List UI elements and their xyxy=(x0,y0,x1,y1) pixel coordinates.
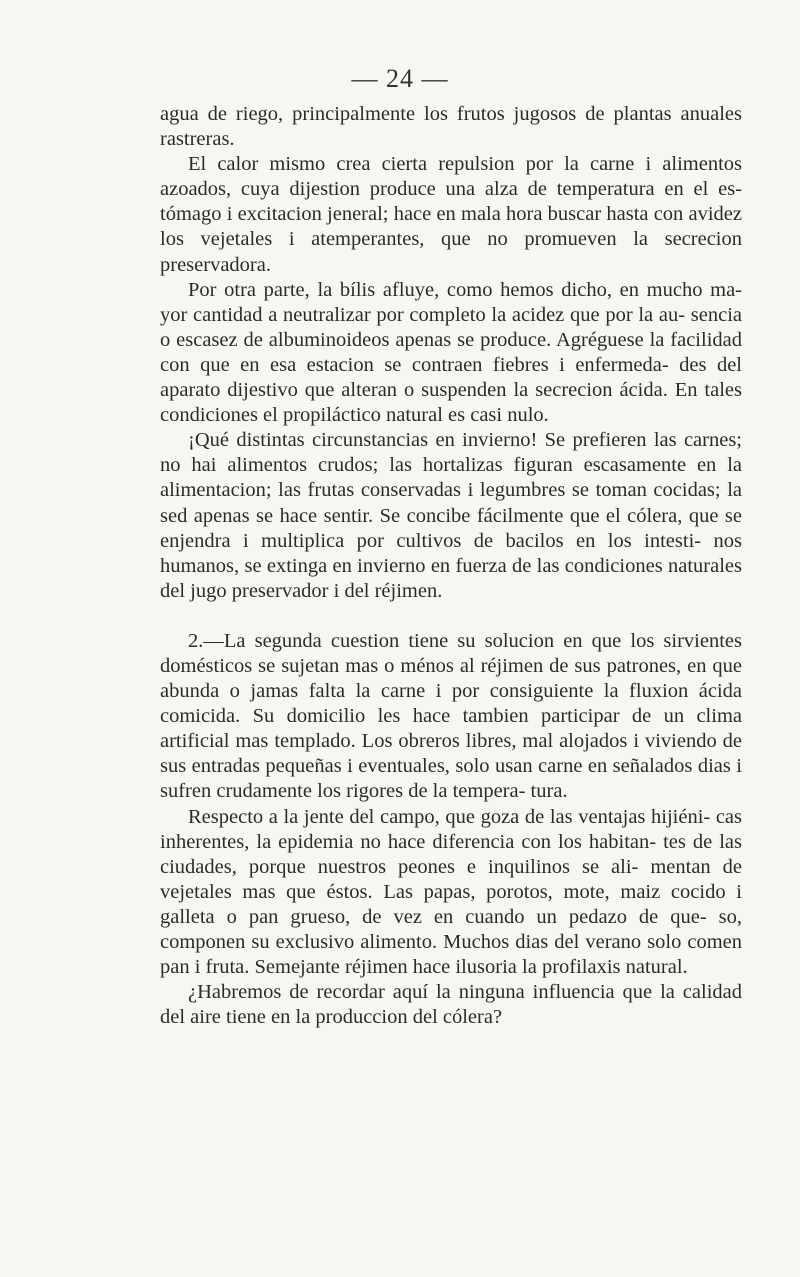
paragraph-7: ¿Habremos de recordar aquí la ninguna influencia que la calidad del aire tiene en la produccion del cólera? xyxy=(160,981,742,1029)
page-number: — 24 — xyxy=(351,64,449,93)
paragraph-5: 2.—La segunda cuestion tiene su solucion en que los sirvientes domésticos se sujetan mas o ménos al réjimen de sus patrones, en que abunda o jamas falta la carne i por consiguiente la fluxion ácida comicida. Su domicilio les hace tambien participar de un clima artificial mas templado. Los obreros libres, mal alojados i viviendo de sus entradas pequeñas i eventuales, solo usan carne en señalados dias i sufren crudamente los rigores de la tempera- tura. xyxy=(160,629,742,803)
paragraph-4: ¡Qué distintas circunstancias en invierno! Se prefieren las carnes; no hai alimentos crudos; las hortalizas figuran escasamente en la alimentacion; las frutas conservadas i legumbres se toman cocidas; la sed apenas se hace sentir. Se concibe fácilmente que el cólera, que se enjendra i multiplica por cultivos de bacilos en los intesti- nos humanos, se extinga en invierno en fuerza de las condiciones naturales del jugo preservador i del réjimen. xyxy=(160,429,742,602)
paragraph-3: Por otra parte, la bílis afluye, como hemos dicho, en mucho ma- yor cantidad a neutralizar por completo la acidez que por la au- sencia o escasez de albuminoideos apenas se produce. Agréguese la facilidad con que en esa estacion se contraen fiebres i enfermeda- des del aparato dijestivo que alteran o suspenden la secrecion ácida. En tales condiciones el propiláctico natural es casi nulo. xyxy=(160,278,742,427)
body-text xyxy=(160,102,742,1030)
paragraph-6: Respecto a la jente del campo, que goza de las ventajas hijiéni- cas inherentes, la epidemia no hace diferencia con los habitan- tes de las ciudades, porque nuestros peones e inquilinos se ali- mentan de vejetales mas que éstos. Las papas, porotos, mote, maiz cocido i galleta o pan grueso, de vez en cuando un pedazo de que- so, componen su exclusivo alimento. Muchos dias del verano solo comen pan i fruta. Semejante réjimen hace ilusoria la profilaxis natural. xyxy=(160,805,742,979)
paragraph-1: agua de riego, principalmente los frutos jugosos de plantas anuales rastreras. xyxy=(160,103,742,151)
paragraph-2: El calor mismo crea cierta repulsion por la carne i alimentos azoados, cuya dijestion produce una alza de temperatura en el es- tómago i excitacion jeneral; hace en mala hora buscar hasta con avidez los vejetales i atemperantes, que no promueven la secrecion preservadora. xyxy=(160,153,742,276)
